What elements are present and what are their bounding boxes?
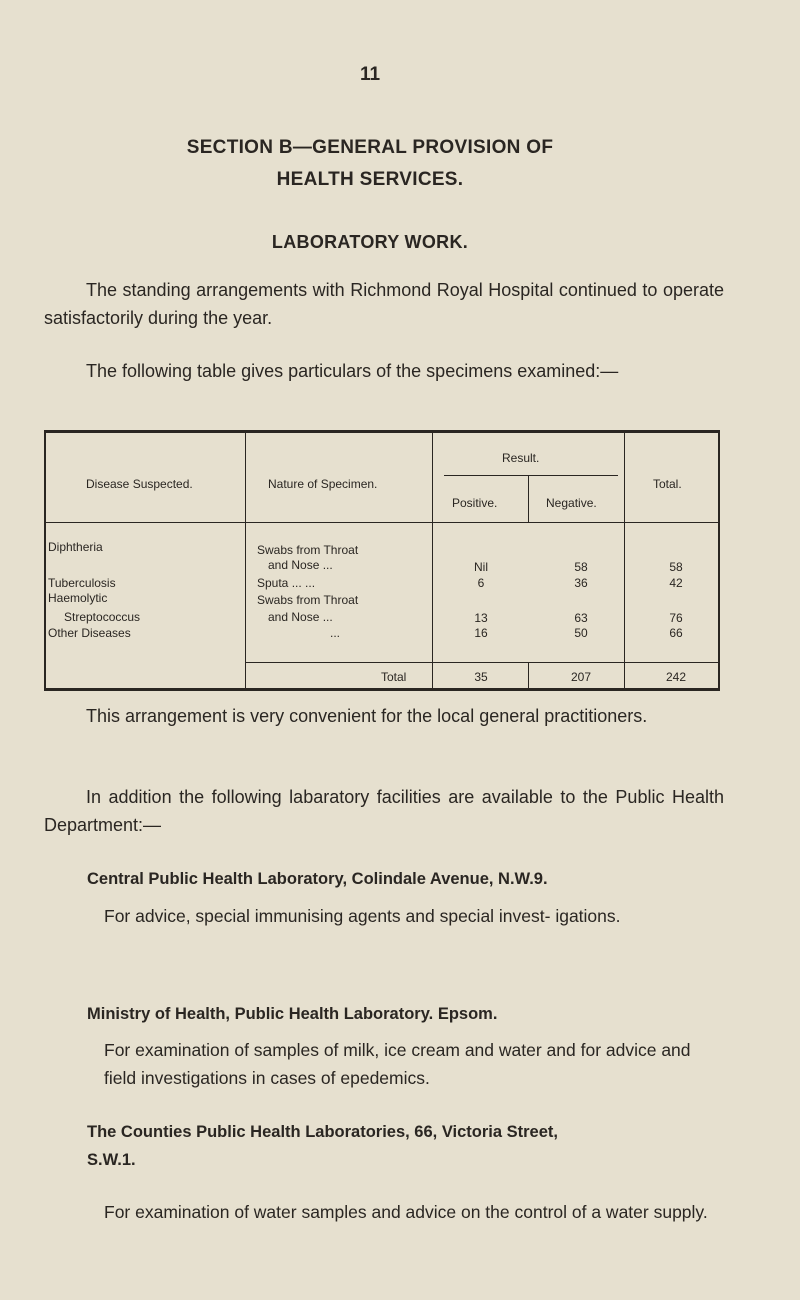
section-title (0, 132, 740, 196)
paragraph-facilities-text: In addition the following labaratory facilities are available to the Public Health Department:— (44, 787, 724, 835)
lab-counties-heading (87, 1118, 737, 1174)
page-number: 11 (359, 64, 381, 85)
lab-epsom-heading: Ministry of Health, Public Health Laboratory. Epsom. (87, 1005, 498, 1023)
specimens-table (44, 430, 720, 691)
row-haemolytic-disease-line2: Streptococcus (64, 610, 141, 624)
row-haemolytic-nature-line1: Swabs from Throat (257, 593, 359, 607)
row-haemolytic-disease-line1: Haemolytic (48, 591, 108, 605)
totals-total: 242 (665, 670, 687, 684)
totals-negative: 207 (570, 670, 592, 684)
header-nature-of-specimen: Nature of Specimen. (268, 477, 378, 491)
totals-positive: 35 (474, 670, 488, 684)
row-diphtheria-positive: Nil (474, 560, 488, 574)
row-other-nature: ... (330, 626, 341, 640)
section-title-line1: SECTION B—GENERAL PROVISION OF (186, 137, 554, 158)
row-other-positive: 16 (474, 626, 488, 640)
lab-central-description: For advice, special immunising agents and special invest- igations. (104, 906, 621, 926)
row-tuberculosis-negative: 36 (574, 576, 588, 590)
row-haemolytic-negative: 63 (574, 611, 588, 625)
row-haemolytic-positive: 13 (474, 611, 488, 625)
lab-central-heading: Central Public Health Laboratory, Colindale Avenue, N.W.9. (87, 870, 548, 888)
header-negative: Negative. (546, 496, 597, 510)
paragraph-arrangements-text: The standing arrangements with Richmond Royal Hospital continued to operate satisfactorily during the year. (44, 280, 724, 328)
lab-counties-description: For examination of water samples and advice on the control of a water supply. (104, 1202, 708, 1222)
paragraph-table-intro (44, 357, 724, 385)
row-diphtheria-disease: Diphtheria (48, 540, 103, 554)
row-tuberculosis-positive: 6 (477, 576, 485, 590)
paragraph-table-intro-text: The following table gives particulars of the specimens examined:— (86, 361, 619, 381)
row-diphtheria-nature-line2: and Nose ... (268, 558, 333, 572)
row-tuberculosis-total: 42 (669, 576, 683, 590)
row-other-total: 66 (669, 626, 683, 640)
row-diphtheria-negative: 58 (574, 560, 588, 574)
row-haemolytic-nature-line2: and Nose ... (268, 610, 333, 624)
header-disease-suspected: Disease Suspected. (86, 477, 193, 491)
paragraph-facilities (44, 783, 724, 839)
header-result: Result. (502, 451, 540, 465)
row-other-disease: Other Diseases (48, 626, 131, 640)
paragraph-convenience (44, 702, 724, 730)
row-other-negative: 50 (574, 626, 588, 640)
row-diphtheria-total: 58 (669, 560, 683, 574)
header-positive: Positive. (452, 496, 498, 510)
paragraph-convenience-text: This arrangement is very convenient for the local general practitioners. (86, 706, 648, 726)
row-tuberculosis-disease: Tuberculosis (48, 576, 116, 590)
totals-label: Total (381, 670, 407, 684)
lab-epsom-description: For examination of samples of milk, ice cream and water and for advice and field investigations in cases of epedemics. (104, 1040, 691, 1088)
lab-counties-heading-line1: The Counties Public Health Laboratories, 66, Victoria Street, (87, 1123, 558, 1141)
row-diphtheria-nature-line1: Swabs from Throat (257, 543, 359, 557)
header-total: Total. (653, 477, 682, 491)
lab-counties-heading-line2: S.W.1. (87, 1151, 136, 1169)
paragraph-arrangements (44, 276, 724, 332)
laboratory-work-heading: LABORATORY WORK. (271, 232, 469, 252)
row-tuberculosis-nature: Sputa ... ... (257, 576, 316, 590)
section-title-line2: HEALTH SERVICES. (276, 169, 464, 190)
row-haemolytic-total: 76 (669, 611, 683, 625)
